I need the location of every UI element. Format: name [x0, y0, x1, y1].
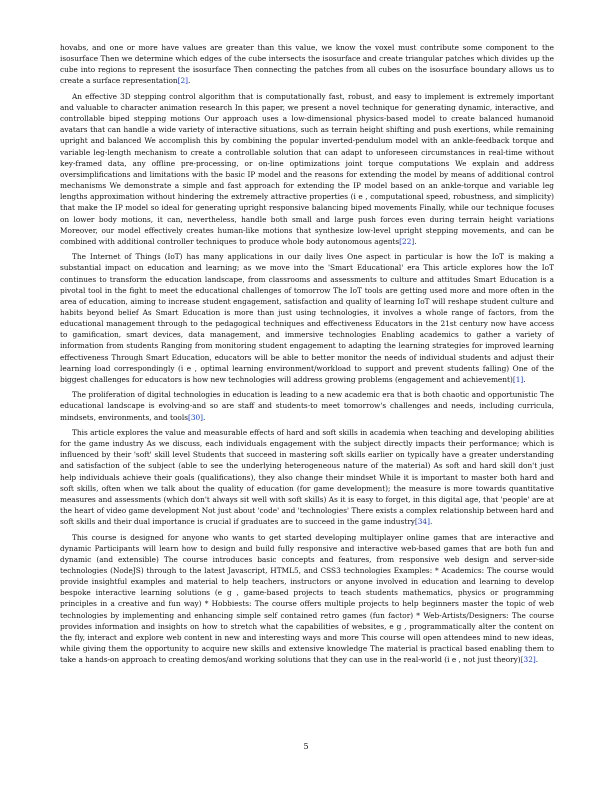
paragraph-6: [60, 532, 554, 666]
citation-link[interactable]: [22]: [399, 236, 415, 246]
citation-link[interactable]: [34]: [414, 517, 430, 527]
paragraph-2: [60, 91, 554, 247]
page-number: 5: [303, 742, 309, 751]
paragraph-3-tail: .: [523, 374, 526, 384]
paragraph-5-text: This article explores the value and measurable effects of hard and soft skills in academia when teaching and developing abilities for the game industry As we discuss, each individuals engagement with the subject directly impacts their performance; which is influenced by their 'soft' skill level Students that succeed in mastering soft skills earlier on typically have a greater understanding and satisfaction of the subject (able to see the underlying heterogeneous nature of the material) As soft and hard skill don't just help individuals achieve their goals (qualifications), they also change their mindset While it is important to master both hard and soft skills, often when we talk about the quality of education (for game development); the measure is more towards quantitative measures and assessments (which don't always sit well with soft skills) As it is easy to forget, in this digital age, that 'people' are at the heart of video game development Not just about 'code' and 'technologies' There exists a complex relationship between hard and soft skills and their dual importance is crucial if graduates are to succeed in the game industry: [60, 427, 554, 527]
paragraph-4-text: The proliferation of digital technologies in education is leading to a new academic era that is both chaotic and opportunistic The educational landscape is evolving-and so are staff and students-to meet tomorrow's challenges and needs, including curricula, mindsets, environments, and tools: [60, 390, 554, 422]
paragraph-3: [60, 251, 554, 385]
paragraph-1: [60, 42, 554, 87]
paragraph-6-text: This course is designed for anyone who wants to get started developing multiplayer online games that are interactive and dynamic Participants will learn how to design and build fully responsive and interactive web-based games that are both fun and dynamic (and extensible) The course introduces basic concepts and features, from responsive web design and server-side technologies (NodeJS) through to the latest Javascript, HTML5, and CSS3 technologies Examples: * Academics: The course would provide insightful examples and material to help teachers, instructors or anyone involved in education and learning to develop bespoke interactive learning solutions (e g , game-based projects to teach students mathematics, physics or programming principles in a creative and fun way) * Hobbiests: The course offers multiple projects to help beginners master the topic of web technologies by implementing and enhancing simple self contained retro games (fun factor) * Web-Artists/Designers: The course provides information and insights on how to stretch what the capabilities of websites, e g , programmatically alter the content on the fly, interact and explore web content in new and interesting ways and more This course will open attendees mind to new ideas, while giving them the opportunity to acquire new skills and extensive knowledge The material is practical based enabling them to take a hands-on approach to creating demos/and working solutions that they can use in the real-world (i e , not just theory): [60, 532, 554, 665]
citation-link[interactable]: [1]: [512, 374, 524, 384]
citation-link[interactable]: [30]: [187, 412, 204, 422]
page-body: [60, 42, 554, 670]
citation-link[interactable]: [32]: [520, 655, 536, 665]
paragraph-1-tail: .: [188, 76, 191, 86]
paragraph-4-tail: .: [203, 412, 206, 422]
paragraph-2-text: An effective 3D stepping control algorithm that is computationally fast, robust, and easy to implement is extremely important and valuable to character animation research In this paper, we present a novel technique for generating dynamic, interactive, and controllable biped stepping motions Our approach uses a low-dimensional physics-based model to create balanced humanoid avatars that can handle a wide variety of interactive situations, such as terrain height shifting and push exertions, while remaining upright and balanced We accomplish this by combining the popular inverted-pendulum model with an ankle-feedback torque and variable leg-length mechanism to create a controllable solution that can adapt to unforeseen circumstances in real-time without key-framed data, any offline pre-processing, or on-line optimizations joint torque computations We explain and address oversimplifications and limitations with the basic IP model and the reasons for extending the model by means of additional control mechanisms We demonstrate a simple and fast approach for extending the IP model based on an ankle-torque and variable leg lengths approximation without hindering the extremely attractive properties (i e , computational speed, robustness, and simplicity) that make the IP model so ideal for generating upright responsive balancing biped movements Finally, while our technique focuses on lower body motions, it can, nevertheless, handle both small and large push forces even during terrain height variations Moreover, our model effectively creates human-like motions that synthesize low-level upright stepping movements, and can be combined with additional controller techniques to produce whole body autonomous agents: [60, 91, 554, 246]
paragraph-4: [60, 389, 554, 422]
paragraph-2-tail: .: [414, 236, 417, 246]
paragraph-6-tail: .: [535, 655, 539, 665]
paragraph-5: [60, 427, 554, 527]
paragraph-5-tail: .: [429, 517, 433, 527]
paragraph-3-text: The Internet of Things (IoT) has many applications in our daily lives One aspect in particular is how the IoT is making a substantial impact on education and learning; as we move into the 'Smart Educational' era This article explores how the IoT continues to transform the education landscape, from classrooms and assessments to culture and attitudes Smart Education is a pivotal tool in the fight to meet the educational challenges of tomorrow The IoT tools are getting used more and more often in the area of education, aiming to increase student engagement, satisfaction and quality of learning IoT will reshape student culture and habits beyond belief As Smart Education is more than just using technologies, it involves a whole range of factors, from the educational management through to the pedagogical techniques and effectiveness Educators in the 21st century now have access to gamification, smart devices, data management, and immersive technologies Enabling academics to gather a variety of information from students Ranging from monitoring student engagement to adapting the learning strategies for improved learning effectiveness Through Smart Education, educators will be able to better monitor the needs of individual students and adjust their learning load correspondingly (i e , optimal learning environment/workload to support and prevent students falling) One of the biggest challenges for educators is how new technologies will address growing problems (engagement and achievement): [60, 252, 554, 384]
paragraph-1-text: hovabs, and one or more have values are greater than this value, we know the voxel must contribute some component to the isosurface Then we determine which edges of the cube intersects the isosurface and create triangular patches which divides up the cube into regions to represent the isosurface Then connecting the patches from all cubes on the isosurface boundary allows us to create a surface representation: [60, 43, 554, 86]
citation-link[interactable]: [2]: [177, 76, 189, 86]
